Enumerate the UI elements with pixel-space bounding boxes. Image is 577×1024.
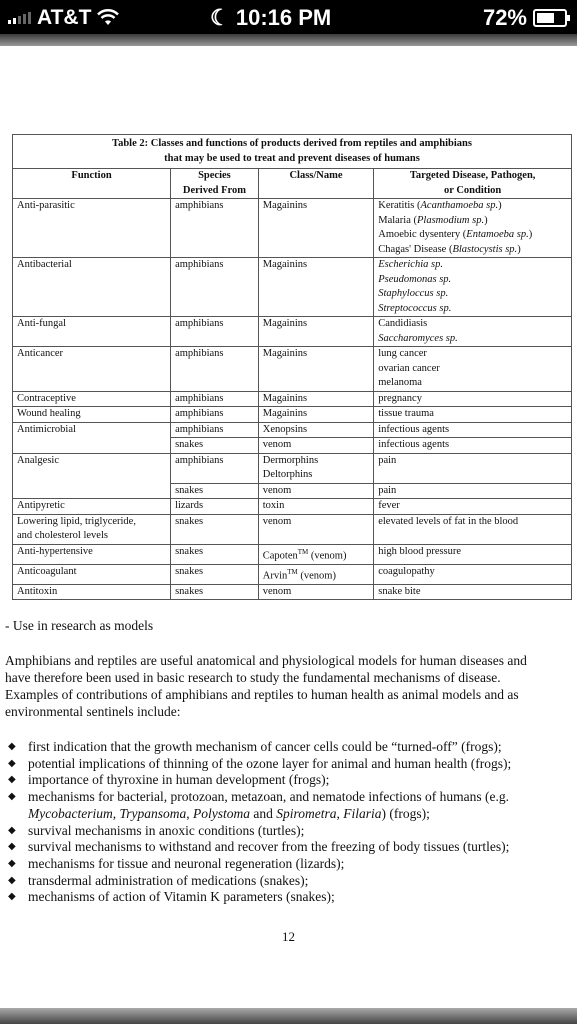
body-paragraph: Amphibians and reptiles are useful anatomical and physiological models for human diseases and have therefore been used in basic research to study the fundamental mechanisms of disease. Examples of contributions of amphibians and reptiles to human health as animal models and as environmental sentinels include: [5,653,527,719]
list-item: ◆ potential implications of thinning of the ozone layer for animal and human health (frogs); [8,755,512,771]
products-table [12,134,572,600]
bullet-icon: ◆ [8,874,16,886]
table-row: Analgesic amphibians Dermorphins Deltorphins pain [13,453,572,483]
section-heading: - Use in research as models [5,618,154,633]
bullet-icon: ◆ [8,741,16,752]
bullet-icon: ◆ [8,757,16,769]
list-item: ◆ transdermal administration of medications (snakes); [8,872,309,888]
table-header-row [13,169,572,199]
table-row: Lowering lipid, triglyceride, and cholesterol levels snakes venom elevated levels of fat in the blood [13,514,572,544]
table-row: Antitoxin snakes venom snake bite [13,584,572,600]
battery-indicator [483,5,567,31]
reader-top-bar [0,34,577,46]
table-caption: Table 2: Classes and functions of products derived from reptiles and amphibians that may be used to treat and prevent diseases of humans [13,135,572,169]
table-caption-row [13,135,572,169]
list-item: ◆ mechanisms for tissue and neuronal regeneration (lizards); [8,855,345,871]
carrier-name: AT&T [37,6,92,29]
carrier-indicator [8,6,119,30]
battery-percent: 72% [482,5,527,30]
bullet-icon: ◆ [8,857,16,869]
battery-fill [537,13,554,23]
list-item: ◆ survival mechanisms in anoxic conditions (turtles); [8,822,305,838]
table-row: Antibacterial amphibians Magainins Escherichia sp. Pseudomonas sp. Staphyloccus sp. Streptococcus sp. [13,258,572,317]
table-row: Contraceptive amphibians Magainins pregnancy [13,391,572,407]
table-row: Anti-hypertensive snakes Capoten™ (venom) high blood pressure [13,544,572,564]
reader-bottom-bar [0,1008,577,1024]
clock-time: 10:16 PM [235,5,332,30]
list-item: ◆ mechanisms for bacterial, protozoan, metazoan, and nematode infections of humans (e.g. Mycobacterium, Trypansoma, Polystoma and Spirometra, Filaria) (frogs); [8,789,509,821]
table-row: Anticancer amphibians Magainins lung cancer ovarian cancer melanoma [13,347,572,392]
signal-strength-icon [8,12,31,24]
table-row: Antipyretic lizards toxin fever [13,499,572,515]
bullet-icon: ◆ [8,774,16,786]
wifi-icon [97,9,119,27]
bullet-icon: ◆ [8,791,16,803]
contributions-list [5,739,570,906]
clock [210,5,331,31]
status-bar [0,0,577,34]
table-row: snakes venom infectious agents [13,438,572,454]
header-class: Class/Name [258,169,373,199]
table-row: Anticoagulant snakes Arvin™ (venom) coagulopathy [13,564,572,584]
table-row: Wound healing amphibians Magainins tissue trauma [13,407,572,423]
list-item: ◆ survival mechanisms to withstand and recover from the freezing of body tissues (turtles); [8,839,510,855]
bullet-icon: ◆ [8,891,16,903]
header-species: Species Derived From [171,169,259,199]
battery-icon [533,9,567,27]
bullet-icon: ◆ [8,824,16,836]
header-function: Function [13,169,171,199]
table-row: Anti-fungal amphibians Magainins Candidiasis Saccharomyces sp. [13,317,572,347]
table-row: Anti-parasitic amphibians Magainins Keratitis (Acanthamoeba sp.) Malaria (Plasmodium sp.) Amoebic dysentery (Entamoeba sp.) Chagas' Disease (Blastocystis sp.) [13,199,572,258]
page-number: 12 [282,929,295,944]
list-item: ◆ importance of thyroxine in human development (frogs); [8,772,330,788]
list-item: ◆ first indication that the growth mechanism of cancer cells could be “turned-off” (frogs); [8,739,502,754]
list-item: ◆ mechanisms of action of Vitamin K parameters (snakes); [8,889,335,905]
table-row: snakes venom pain [13,483,572,499]
table-row: Antimicrobial amphibians Xenopsins infectious agents [13,422,572,438]
moon-icon: ☾ [210,5,230,30]
bullet-icon: ◆ [8,841,16,853]
header-targeted: Targeted Disease, Pathogen, or Condition [374,169,572,199]
